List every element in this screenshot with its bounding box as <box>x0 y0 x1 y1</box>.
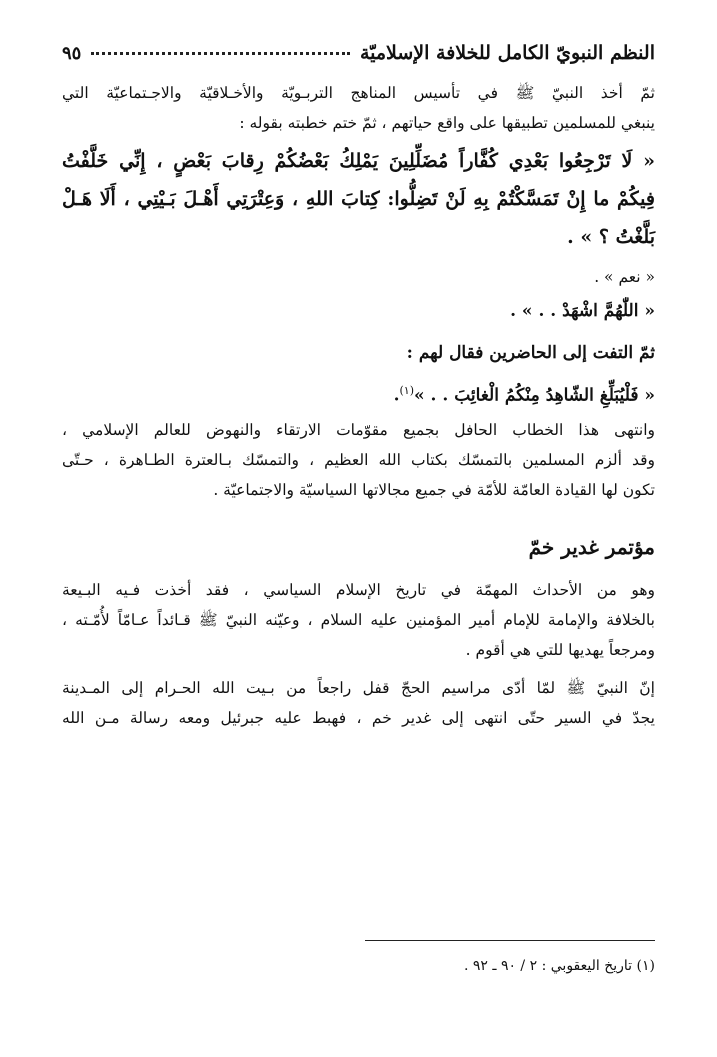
quote-line: « اللّٰهُمَّ اشْهَدْ . . » . <box>510 301 655 321</box>
paragraph-line: وانتهى هذا الخطاب الحافل بجميع مقوّمات الارتقاء والنهوض للعالم الإسلامي ، <box>62 420 655 439</box>
paragraph-line: ومرجعاً يهديها للتي هي أقوم . <box>465 640 655 659</box>
answer-line: « نعم » . <box>594 268 655 286</box>
paragraph-line: يجدّ في السير حتّى انتهى إلى غدير خم ، فهبط عليه جبرئيل ومعه رسالة مـن الله <box>62 708 655 727</box>
dotted-leader <box>91 52 350 55</box>
hadith-quote <box>62 142 655 256</box>
paragraph-line: تكون لها القيادة العامّة للأمّة في جميع مجالاتها السياسيّة والاجتماعيّة . <box>213 480 655 499</box>
paragraph-line: إنّ النبيّ ﷺ لمّا أدّى مراسيم الحجّ قفل راجعاً من بـيت الله الحـرام إلى المـدينة <box>62 678 655 697</box>
page-body <box>62 78 655 733</box>
quote-line: فِيكُمْ ما إِنْ تَمَسَّكْتُمْ بِهِ لَنْ تَضِلُّوا: كِتابَ اللهِ ، وَعِتْرَتِي أَهْـلَ بَـيْتِي ، أَلَا هَـلْ <box>62 188 655 210</box>
page <box>62 0 655 1057</box>
paragraph-line: وهو من الأحداث المهمّة في تاريخ الإسلام السياسي ، فقد أخذت فـيه البـيعة <box>62 580 655 599</box>
paragraph-line: ثمّ أخذ النبيّ ﷺ في تأسيس المناهج التربـويّة والأخـلاقيّة والاجـتماعيّة التي <box>62 84 655 102</box>
section-heading: مؤتمر غدير خمّ <box>528 534 655 559</box>
footnote: (١) تاريخ اليعقوبي : ٢ / ٩٠ ـ ٩٢ . <box>463 958 655 974</box>
running-title: النظم النبويّ الكامل للخلافة الإسلاميّة <box>359 42 655 64</box>
paragraph-line: وقد ألزم المسلمين بالتمسّك بكتاب الله العظيم ، والتمسّك بـالعترة الطـاهرة ، حـتّى <box>62 450 655 469</box>
quote-line <box>62 372 655 415</box>
page-number: ٩٥ <box>62 43 82 64</box>
quote-line: بَلَّغْتُ ؟ » . <box>567 226 655 248</box>
quote-line: « لَا تَرْجِعُوا بَعْدِي كُفَّاراً مُضَلِّلِينَ يَمْلِكُ بَعْضُكُمْ رِقابَ بَعْضٍ ، إِنِّي خَلَّفْتُ <box>62 150 655 172</box>
quote-end: . <box>393 385 400 406</box>
footnote-divider <box>365 940 655 941</box>
paragraph-line: بالخلافة والإمامة للإمام أمير المؤمنين عليه السلام ، وعيّنه النبيّ ﷺ قـائداً عـامّاً لأُمّـته ، <box>62 610 655 629</box>
footnote-reference[interactable]: (١) <box>399 384 414 397</box>
paragraph-line: ثمّ التفت إلى الحاضرين فقال لهم : <box>406 343 655 363</box>
page-header <box>62 28 655 64</box>
quote-text: « فَلْيُبَلِّغِ الشّاهِدُ مِنْكُمُ الْغائِبَ . . » <box>414 385 655 406</box>
paragraph-line: ينبغي للمسلمين تطبيقها على واقع حياتهم ، ثمّ ختم خطبته بقوله : <box>239 114 655 132</box>
